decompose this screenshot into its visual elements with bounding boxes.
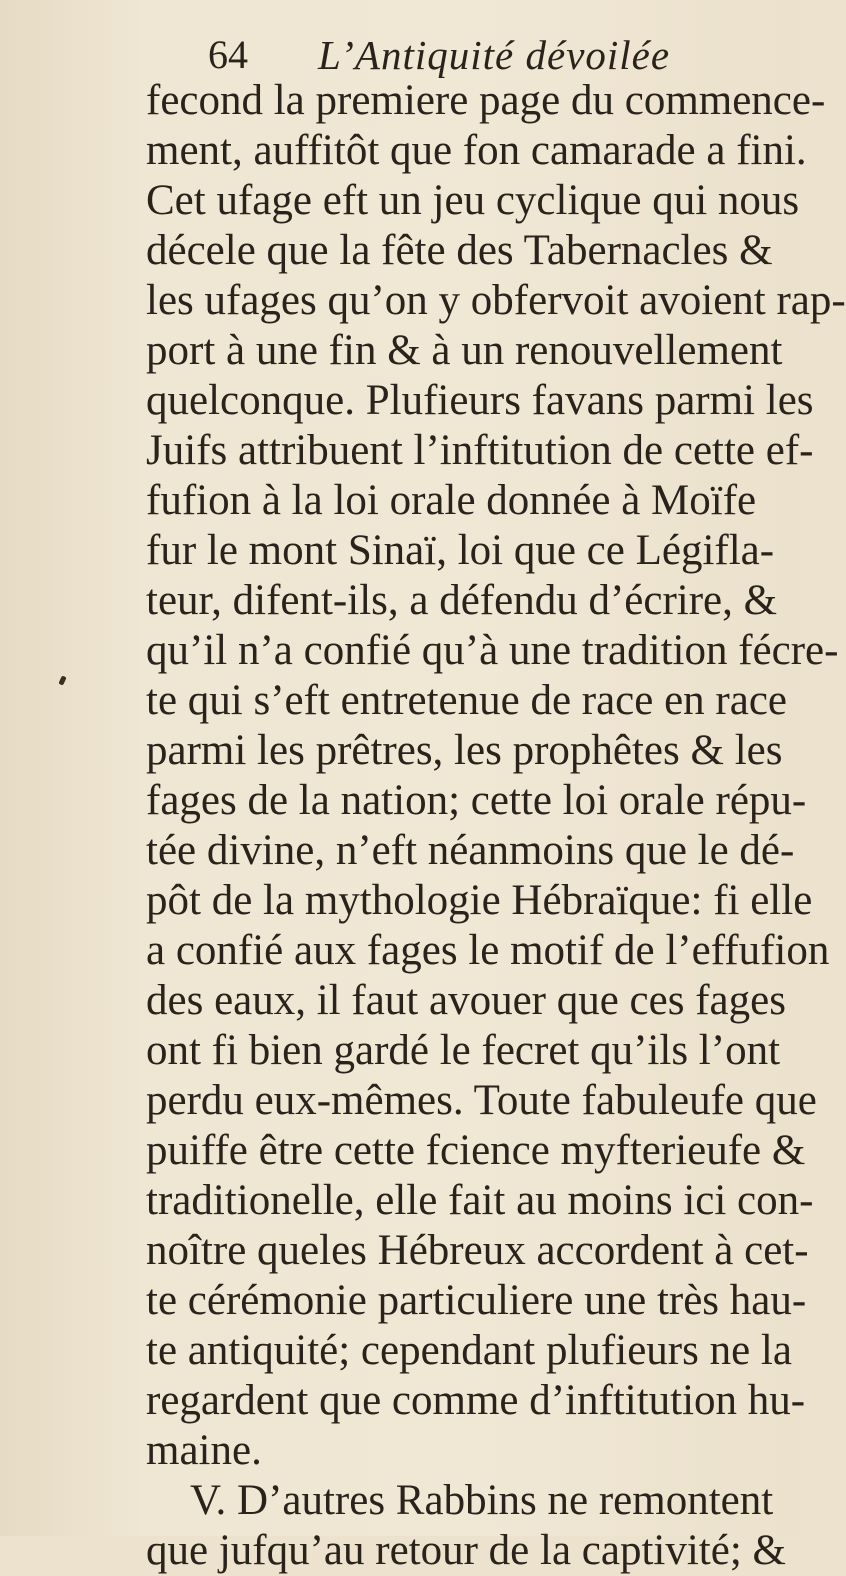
text-line: fecond la premiere page du commence- bbox=[146, 77, 826, 124]
section-v-first-line: V. D’autres Rabbins ne remontent bbox=[190, 1477, 774, 1524]
paragraph-end-line: maine. bbox=[146, 1427, 262, 1474]
text-line: ont fi bien gardé le fecret qu’ils l’ont bbox=[146, 1027, 781, 1074]
text-line: fages de la nation; cette loi orale répu- bbox=[146, 777, 807, 824]
text-line: quelconque. Plufieurs favans parmi les bbox=[146, 377, 814, 424]
text-line: noître queles Hébreux accordent à cet- bbox=[146, 1227, 809, 1274]
text-line: décele que la fête des Tabernacles & bbox=[146, 227, 773, 274]
margin-ink-mark bbox=[58, 675, 66, 685]
text-line: fufion à la loi orale donnée à Moïfe bbox=[146, 477, 757, 524]
text-line: pôt de la mythologie Hébraïque: fi elle bbox=[146, 877, 813, 924]
text-line: les ufages qu’on y obfervoit avoient rap- bbox=[146, 277, 846, 324]
page-header bbox=[208, 30, 768, 80]
text-line: Cet ufage eft un jeu cyclique qui nous bbox=[146, 177, 800, 224]
page-number: 64 bbox=[208, 32, 248, 77]
running-title: L’Antiquité dévoilée bbox=[318, 32, 671, 78]
text-line: regardent que comme d’inftitution hu- bbox=[146, 1377, 806, 1424]
text-line: parmi les prêtres, les prophêtes & les bbox=[146, 727, 783, 774]
text-line: teur, difent-ils, a défendu d’écrire, & bbox=[146, 577, 778, 624]
text-line: fur le mont Sinaï, loi que ce Légifla- bbox=[146, 527, 775, 574]
text-line: que jufqu’au retour de la captivité; & bbox=[146, 1527, 786, 1574]
text-line: perdu eux-mêmes. Toute fabuleufe que bbox=[146, 1077, 817, 1124]
text-line: te antiquité; cependant plufieurs ne la bbox=[146, 1327, 792, 1374]
text-line: tée divine, n’eft néanmoins que le dé- bbox=[146, 827, 795, 874]
body-text bbox=[146, 76, 846, 1576]
text-line: des eaux, il faut avouer que ces fages bbox=[146, 977, 786, 1024]
text-line: te qui s’eft entretenue de race en race bbox=[146, 677, 788, 724]
text-line: port à une fin & à un renouvellement bbox=[146, 327, 783, 374]
text-line: te cérémonie particuliere une très hau- bbox=[146, 1277, 807, 1324]
text-line: a confié aux fages le motif de l’effufion bbox=[146, 927, 830, 974]
text-line: puiffe être cette fcience myfterieufe & bbox=[146, 1127, 806, 1174]
text-line: traditionelle, elle fait au moins ici con- bbox=[146, 1177, 814, 1224]
text-line: Juifs attribuent l’inftitution de cette ef- bbox=[146, 427, 814, 474]
text-line: ment, auffitôt que fon camarade a fini. bbox=[146, 127, 807, 174]
text-line: qu’il n’a confié qu’à une tradition fécre- bbox=[146, 627, 839, 674]
